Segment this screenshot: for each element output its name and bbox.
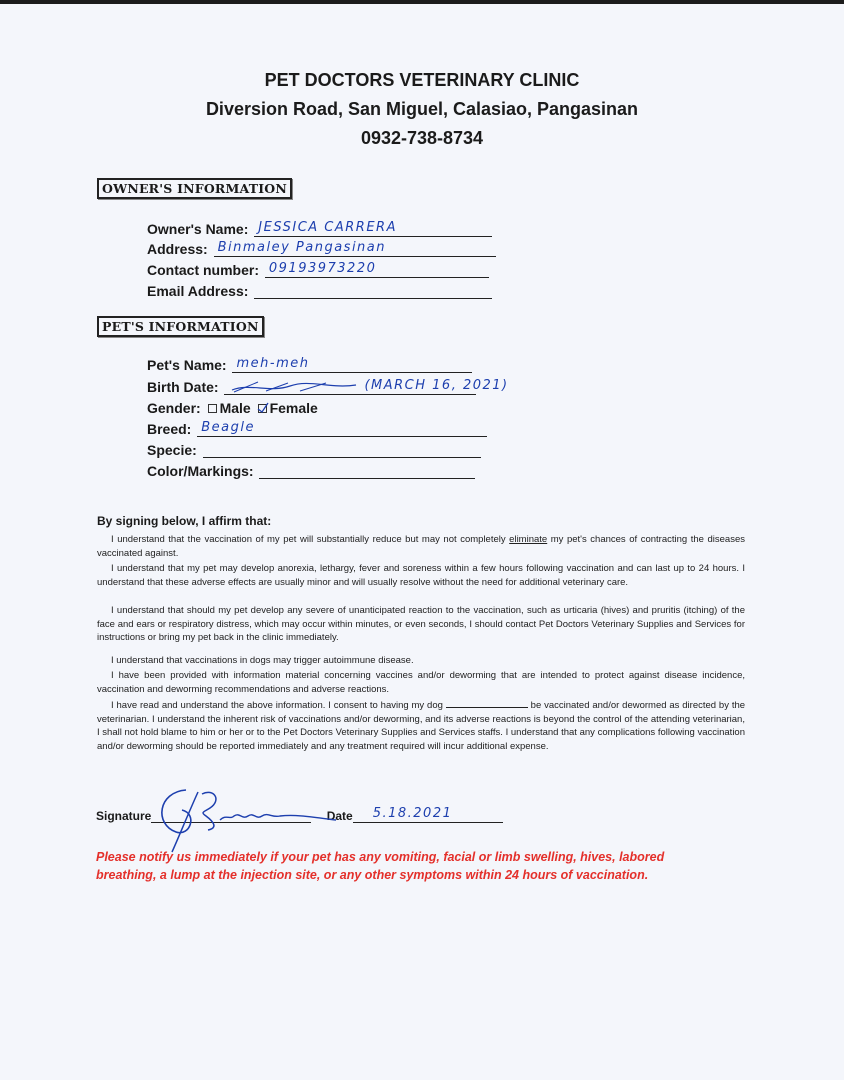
p1-text: I understand that the vaccination of my pet will substantially reduce but may not completely: [111, 534, 510, 545]
scan-edge: [0, 0, 844, 4]
color-row: [147, 462, 475, 479]
date-value: 5.18.2021: [372, 806, 453, 821]
clinic-phone: 0932-738-8734: [360, 128, 484, 148]
breed-field[interactable]: [197, 420, 487, 437]
pet-name-row: [147, 356, 472, 373]
gender-row: [147, 400, 318, 416]
address-row: [147, 240, 496, 257]
contact-label: Contact number:: [147, 262, 259, 278]
breed-label: Breed:: [147, 421, 192, 437]
clinic-address: Diversion Road, San Miguel, Calasiao, Pangasinan: [205, 99, 639, 119]
email-field[interactable]: [254, 282, 492, 299]
affirm-paragraph-4: I understand that vaccinations in dogs may trigger autoimmune disease.: [111, 655, 414, 666]
address-label: Address:: [147, 241, 208, 257]
handwritten-signature: [148, 784, 338, 854]
color-label: Color/Markings:: [147, 463, 254, 479]
specie-label: Specie:: [147, 442, 197, 458]
p6-text: I have read and understand the above information. I consent to having my dog: [111, 700, 443, 711]
birth-date-field[interactable]: [224, 378, 509, 395]
owner-name-value: JESSICA CARRERA: [258, 220, 397, 235]
male-label: Male: [219, 400, 251, 416]
check-mark-icon: [257, 402, 269, 414]
pet-name-label: Pet's Name:: [147, 357, 227, 373]
contact-field[interactable]: [265, 261, 489, 278]
p1-text-end: my pet's chances of contracting the diseases vaccinated against.: [97, 534, 745, 559]
affirm-paragraph-1: [97, 533, 745, 560]
contact-value: 09193973220: [268, 261, 377, 276]
owner-name-row: [147, 220, 492, 237]
email-label: Email Address:: [147, 283, 249, 299]
address-field[interactable]: [214, 240, 496, 257]
owner-name-field[interactable]: [254, 220, 492, 237]
p6-text-end: be vaccinated and/or dewormed as directed by the veterinarian. I understand the inherent risk of vaccinations and/or deworming, and its adverse reactions is beyond the control of the attending veterinarian, I shall not hold blame to him or her or to the Pet Doctors Veterinary Supplies and Services staffs. I understand that any complications following vaccination and/or deworming should be reported immediately and any treatment required will incur additional expense.: [97, 700, 746, 752]
female-checkbox[interactable]: [258, 404, 267, 413]
pet-name-field[interactable]: [232, 356, 472, 373]
birth-date-value: (MARCH 16, 2021): [364, 378, 509, 393]
breed-value: Beagle: [201, 420, 255, 435]
affirm-paragraph-6: [97, 698, 745, 753]
vaccination-notice: Please notify us immediately if your pet has any vomiting, facial or limb swelling, hives, labored breathing, a lump at the injection site, or any other symptoms within 24 hours of vaccination.: [96, 850, 665, 882]
p1-underline: eliminate: [509, 534, 548, 545]
female-label: Female: [269, 400, 318, 416]
email-row: [147, 282, 492, 299]
birth-date-row: [147, 378, 509, 395]
color-field[interactable]: [259, 462, 475, 479]
gender-label: Gender:: [147, 400, 201, 416]
specie-row: [147, 441, 481, 458]
affirm-paragraph-3: I understand that should my pet develop any severe of unanticipated reaction to the vaccination, such as urticaria (hives) and pruritis (itching) of the face and ears or respiratory distress, which may occur within minutes, or even seconds, I should contact Pet Doctors Veterinary Supplies and Services for instructions or bring my pet back in the clinic immediately.: [97, 605, 745, 643]
pet-section-label: PET'S INFORMATION: [97, 316, 264, 337]
date-field[interactable]: [353, 808, 503, 823]
clinic-name: PET DOCTORS VETERINARY CLINIC: [264, 70, 580, 90]
male-checkbox[interactable]: [208, 404, 217, 413]
owner-section-label: OWNER'S INFORMATION: [97, 178, 292, 199]
strikethrough-scribble: [230, 379, 360, 395]
owner-name-label: Owner's Name:: [147, 221, 249, 237]
address-value: Binmaley Pangasinan: [217, 240, 387, 255]
specie-field[interactable]: [203, 441, 481, 458]
signature-label: Signature: [96, 809, 152, 823]
breed-row: [147, 420, 487, 437]
dog-name-blank[interactable]: [446, 698, 528, 708]
birth-date-label: Birth Date:: [147, 379, 219, 395]
contact-row: [147, 261, 489, 278]
affirm-paragraph-2: I understand that my pet may develop anorexia, lethargy, fever and soreness within a few hours following vaccination and can last up to 24 hours. I understand that these adverse effects are usually minor and will usually resolve without the need for additional veterinary care.: [97, 563, 745, 588]
affirm-title: By signing below, I affirm that:: [97, 514, 272, 528]
date-label: Date: [326, 809, 353, 823]
affirm-paragraph-5: I have been provided with information material concerning vaccines and/or deworming that are intended to protect against disease incidence, vaccination and deworming recommendations and adverse reactions.: [97, 670, 745, 695]
pet-name-value: meh-meh: [236, 356, 310, 371]
